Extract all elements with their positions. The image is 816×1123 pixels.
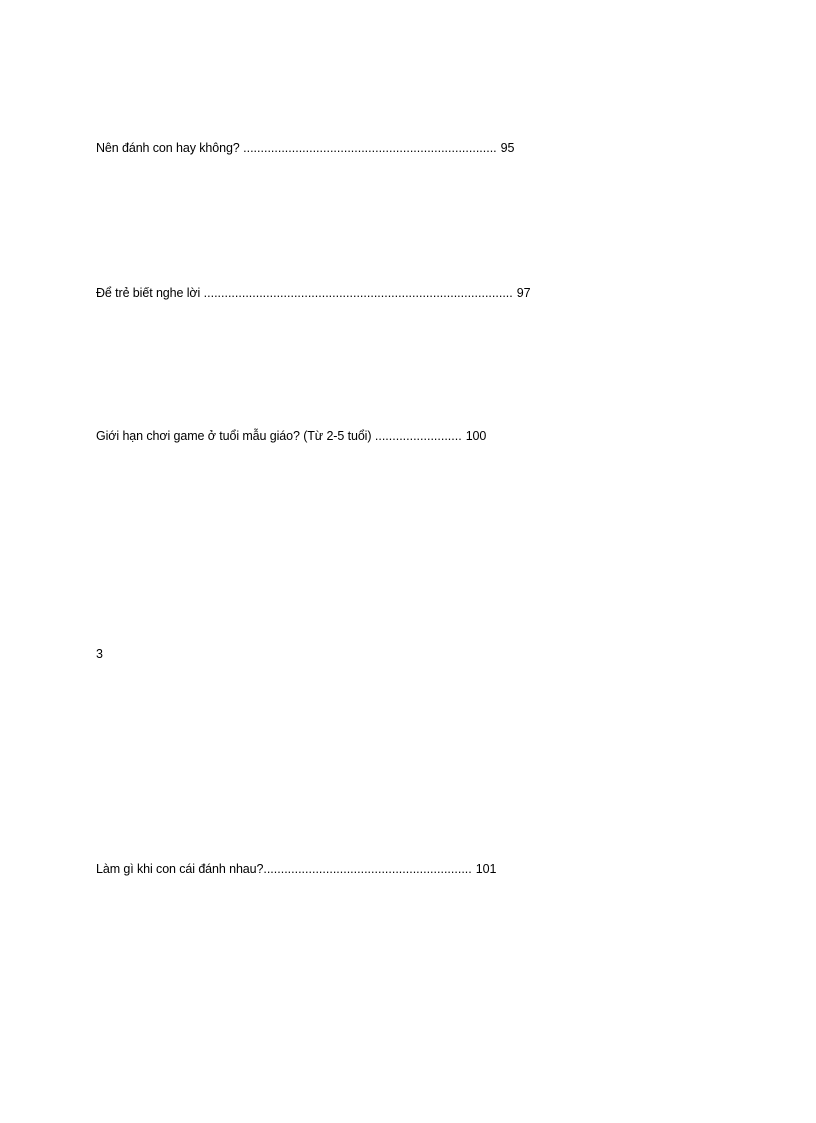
toc-entry-leader: ......................................................................... <box>239 141 497 155</box>
toc-entry-title: Giới hạn chơi game ở tuổi mẫu giáo? (Từ 2-5 tuổi) <box>96 429 372 443</box>
toc-entry-page: 97 <box>516 286 531 300</box>
toc-entry-4[interactable] <box>96 861 496 877</box>
toc-entry-title: Để trẻ biết nghe lời <box>96 286 201 300</box>
toc-entry-leader: ............................................................ <box>263 862 472 876</box>
toc-entry-page: 100 <box>465 429 487 443</box>
toc-entry-title: Làm gì khi con cái đánh nhau? <box>96 862 264 876</box>
toc-entry-leader: ......................................................................................... <box>200 286 513 300</box>
toc-entry-leader: ......................... <box>371 429 462 443</box>
toc-entry-2[interactable] <box>96 285 530 301</box>
toc-entry-page: 95 <box>500 141 515 155</box>
toc-entry-1[interactable] <box>96 140 514 156</box>
page-number: 3 <box>96 647 103 661</box>
toc-entry-3[interactable] <box>96 428 486 444</box>
toc-entry-title: Nên đánh con hay không? <box>96 141 240 155</box>
toc-entry-page: 101 <box>475 862 497 876</box>
